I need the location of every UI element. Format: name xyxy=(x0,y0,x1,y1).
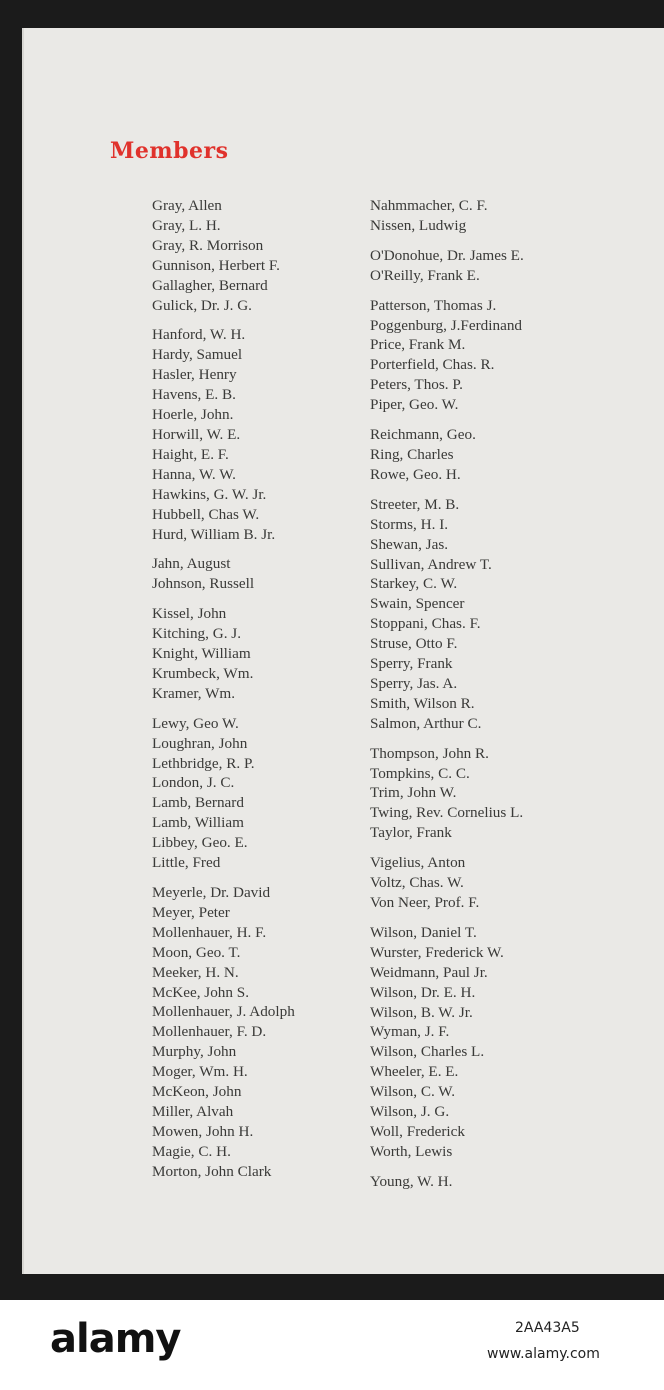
member-name: Gray, Allen xyxy=(152,197,222,214)
member-name: Wheeler, E. E. xyxy=(370,1063,459,1081)
member-name: Hoerle, John. xyxy=(152,406,234,424)
member-name: Storms, H. I. xyxy=(370,515,449,533)
member-name: Moon, Geo. T. xyxy=(152,943,241,961)
members-column-right xyxy=(370,196,524,1202)
member-name: Horwill, W. E. xyxy=(152,425,241,443)
member-name: Worth, Lewis xyxy=(370,1142,453,1160)
member-name: Thompson, John R. xyxy=(370,744,489,762)
member-name: Gunnison, Herbert F. xyxy=(152,256,280,274)
member-name: Young, W. H. xyxy=(370,1172,453,1190)
member-name: Wyman, J. F. xyxy=(370,1023,450,1041)
member-name: Hardy, Samuel xyxy=(152,346,243,364)
member-name: Lethbridge, R. P. xyxy=(152,754,255,772)
member-name: Von Neer, Prof. F. xyxy=(370,894,480,911)
member-group xyxy=(152,714,295,873)
member-name: O'Donohue, Dr. James E. xyxy=(370,246,524,264)
member-name: Wilson, C. W. xyxy=(370,1083,456,1101)
member-group xyxy=(370,853,524,913)
member-name: Smith, Wilson R. xyxy=(370,694,475,712)
member-name: London, J. C. xyxy=(152,774,235,792)
member-name: Wilson, Charles L. xyxy=(370,1043,485,1061)
alamy-logo: alamy xyxy=(50,1316,181,1362)
member-name: McKeon, John xyxy=(152,1083,242,1101)
member-name: Jahn, August xyxy=(152,555,231,573)
member-name: Kramer, Wm. xyxy=(152,684,236,702)
member-group xyxy=(370,425,524,485)
member-name: Knight, William xyxy=(152,645,251,663)
member-name: Miller, Alvah xyxy=(152,1102,234,1120)
member-name: Mollenhauer, F. D. xyxy=(152,1023,267,1041)
member-group xyxy=(370,196,524,236)
member-name: Wilson, J. G. xyxy=(370,1103,450,1121)
member-name: Nahmmacher, C. F. xyxy=(370,197,488,214)
member-name: Hubbell, Chas W. xyxy=(152,505,260,523)
member-name: Wilson, Daniel T. xyxy=(370,923,477,941)
member-name: Lamb, William xyxy=(152,814,244,832)
member-name: Kissel, John xyxy=(152,605,227,623)
member-name: Sullivan, Andrew T. xyxy=(370,555,492,573)
member-name: Wurster, Frederick W. xyxy=(370,943,504,961)
member-name: Ring, Charles xyxy=(370,445,454,463)
member-name: Mollenhauer, H. F. xyxy=(152,923,267,941)
member-group xyxy=(152,196,295,315)
member-name: Wilson, B. W. Jr. xyxy=(370,1003,473,1021)
member-name: Rowe, Geo. H. xyxy=(370,465,461,483)
member-name: Hasler, Henry xyxy=(152,366,237,384)
member-group xyxy=(370,1172,524,1192)
member-name: Salmon, Arthur C. xyxy=(370,714,482,732)
member-name: Magie, C. H. xyxy=(152,1142,231,1160)
member-group xyxy=(370,744,524,844)
member-group xyxy=(152,554,295,594)
member-name: Trim, John W. xyxy=(370,784,457,802)
stock-url: www.alamy.com xyxy=(487,1346,600,1362)
member-name: Voltz, Chas. W. xyxy=(370,874,464,892)
member-name: Sperry, Jas. A. xyxy=(370,674,458,692)
member-name: Krumbeck, Wm. xyxy=(152,664,254,682)
member-name: Nissen, Ludwig xyxy=(370,216,467,234)
member-name: Morton, John Clark xyxy=(152,1162,272,1180)
member-name: Hanford, W. H. xyxy=(152,326,246,344)
member-name: Hurd, William B. Jr. xyxy=(152,525,276,543)
member-name: Meeker, H. N. xyxy=(152,963,239,981)
member-name: Lamb, Bernard xyxy=(152,794,244,812)
member-name: Kitching, G. J. xyxy=(152,625,242,643)
member-name: Woll, Frederick xyxy=(370,1122,465,1140)
member-name: Tompkins, C. C. xyxy=(370,764,470,782)
page-heading: Members xyxy=(110,138,229,164)
member-name: Moger, Wm. H. xyxy=(152,1063,248,1081)
member-name: Price, Frank M. xyxy=(370,336,466,354)
member-name: Shewan, Jas. xyxy=(370,535,449,553)
member-name: Gulick, Dr. J. G. xyxy=(152,296,252,314)
member-name: Hawkins, G. W. Jr. xyxy=(152,485,267,503)
member-name: Taylor, Frank xyxy=(370,824,452,842)
member-name: Weidmann, Paul Jr. xyxy=(370,963,488,981)
member-name: Starkey, C. W. xyxy=(370,575,458,593)
member-group xyxy=(370,495,524,734)
member-name: Patterson, Thomas J. xyxy=(370,296,497,314)
member-group xyxy=(152,883,295,1182)
member-name: Libbey, Geo. E. xyxy=(152,834,248,852)
member-group xyxy=(152,604,295,704)
member-name: Havens, E. B. xyxy=(152,386,236,404)
member-name: Murphy, John xyxy=(152,1043,237,1061)
member-name: Stoppani, Chas. F. xyxy=(370,615,481,633)
member-group xyxy=(370,246,524,286)
member-name: Mowen, John H. xyxy=(152,1122,254,1140)
member-name: Gray, R. Morrison xyxy=(152,236,264,254)
member-group xyxy=(370,296,524,415)
member-name: Swain, Spencer xyxy=(370,595,465,613)
member-name: Loughran, John xyxy=(152,734,248,752)
members-column-left xyxy=(152,196,295,1192)
member-name: McKee, John S. xyxy=(152,983,250,1001)
document-page xyxy=(22,28,664,1274)
member-name: Gray, L. H. xyxy=(152,216,221,234)
member-name: Lewy, Geo W. xyxy=(152,714,239,732)
image-id: 2AA43A5 xyxy=(515,1320,580,1336)
member-name: Piper, Geo. W. xyxy=(370,396,459,414)
member-name: Vigelius, Anton xyxy=(370,854,466,872)
member-name: Meyer, Peter xyxy=(152,903,230,921)
member-group xyxy=(152,325,295,544)
member-name: Porterfield, Chas. R. xyxy=(370,356,495,374)
member-name: Peters, Thos. P. xyxy=(370,376,463,394)
member-name: Gallagher, Bernard xyxy=(152,276,268,294)
member-name: Reichmann, Geo. xyxy=(370,426,476,444)
member-name: Haight, E. F. xyxy=(152,445,229,463)
member-name: Little, Fred xyxy=(152,854,221,872)
member-name: Twing, Rev. Cornelius L. xyxy=(370,804,524,822)
member-name: Hanna, W. W. xyxy=(152,465,236,483)
member-name: Mollenhauer, J. Adolph xyxy=(152,1003,295,1021)
member-group xyxy=(370,923,524,1162)
member-name: Meyerle, Dr. David xyxy=(152,884,271,901)
member-name: Wilson, Dr. E. H. xyxy=(370,983,476,1001)
member-name: Sperry, Frank xyxy=(370,655,453,673)
member-name: Johnson, Russell xyxy=(152,575,255,593)
member-name: O'Reilly, Frank E. xyxy=(370,266,480,284)
member-name: Poggenburg, J.Ferdinand xyxy=(370,316,523,334)
member-name: Streeter, M. B. xyxy=(370,495,460,513)
member-name: Struse, Otto F. xyxy=(370,635,458,653)
